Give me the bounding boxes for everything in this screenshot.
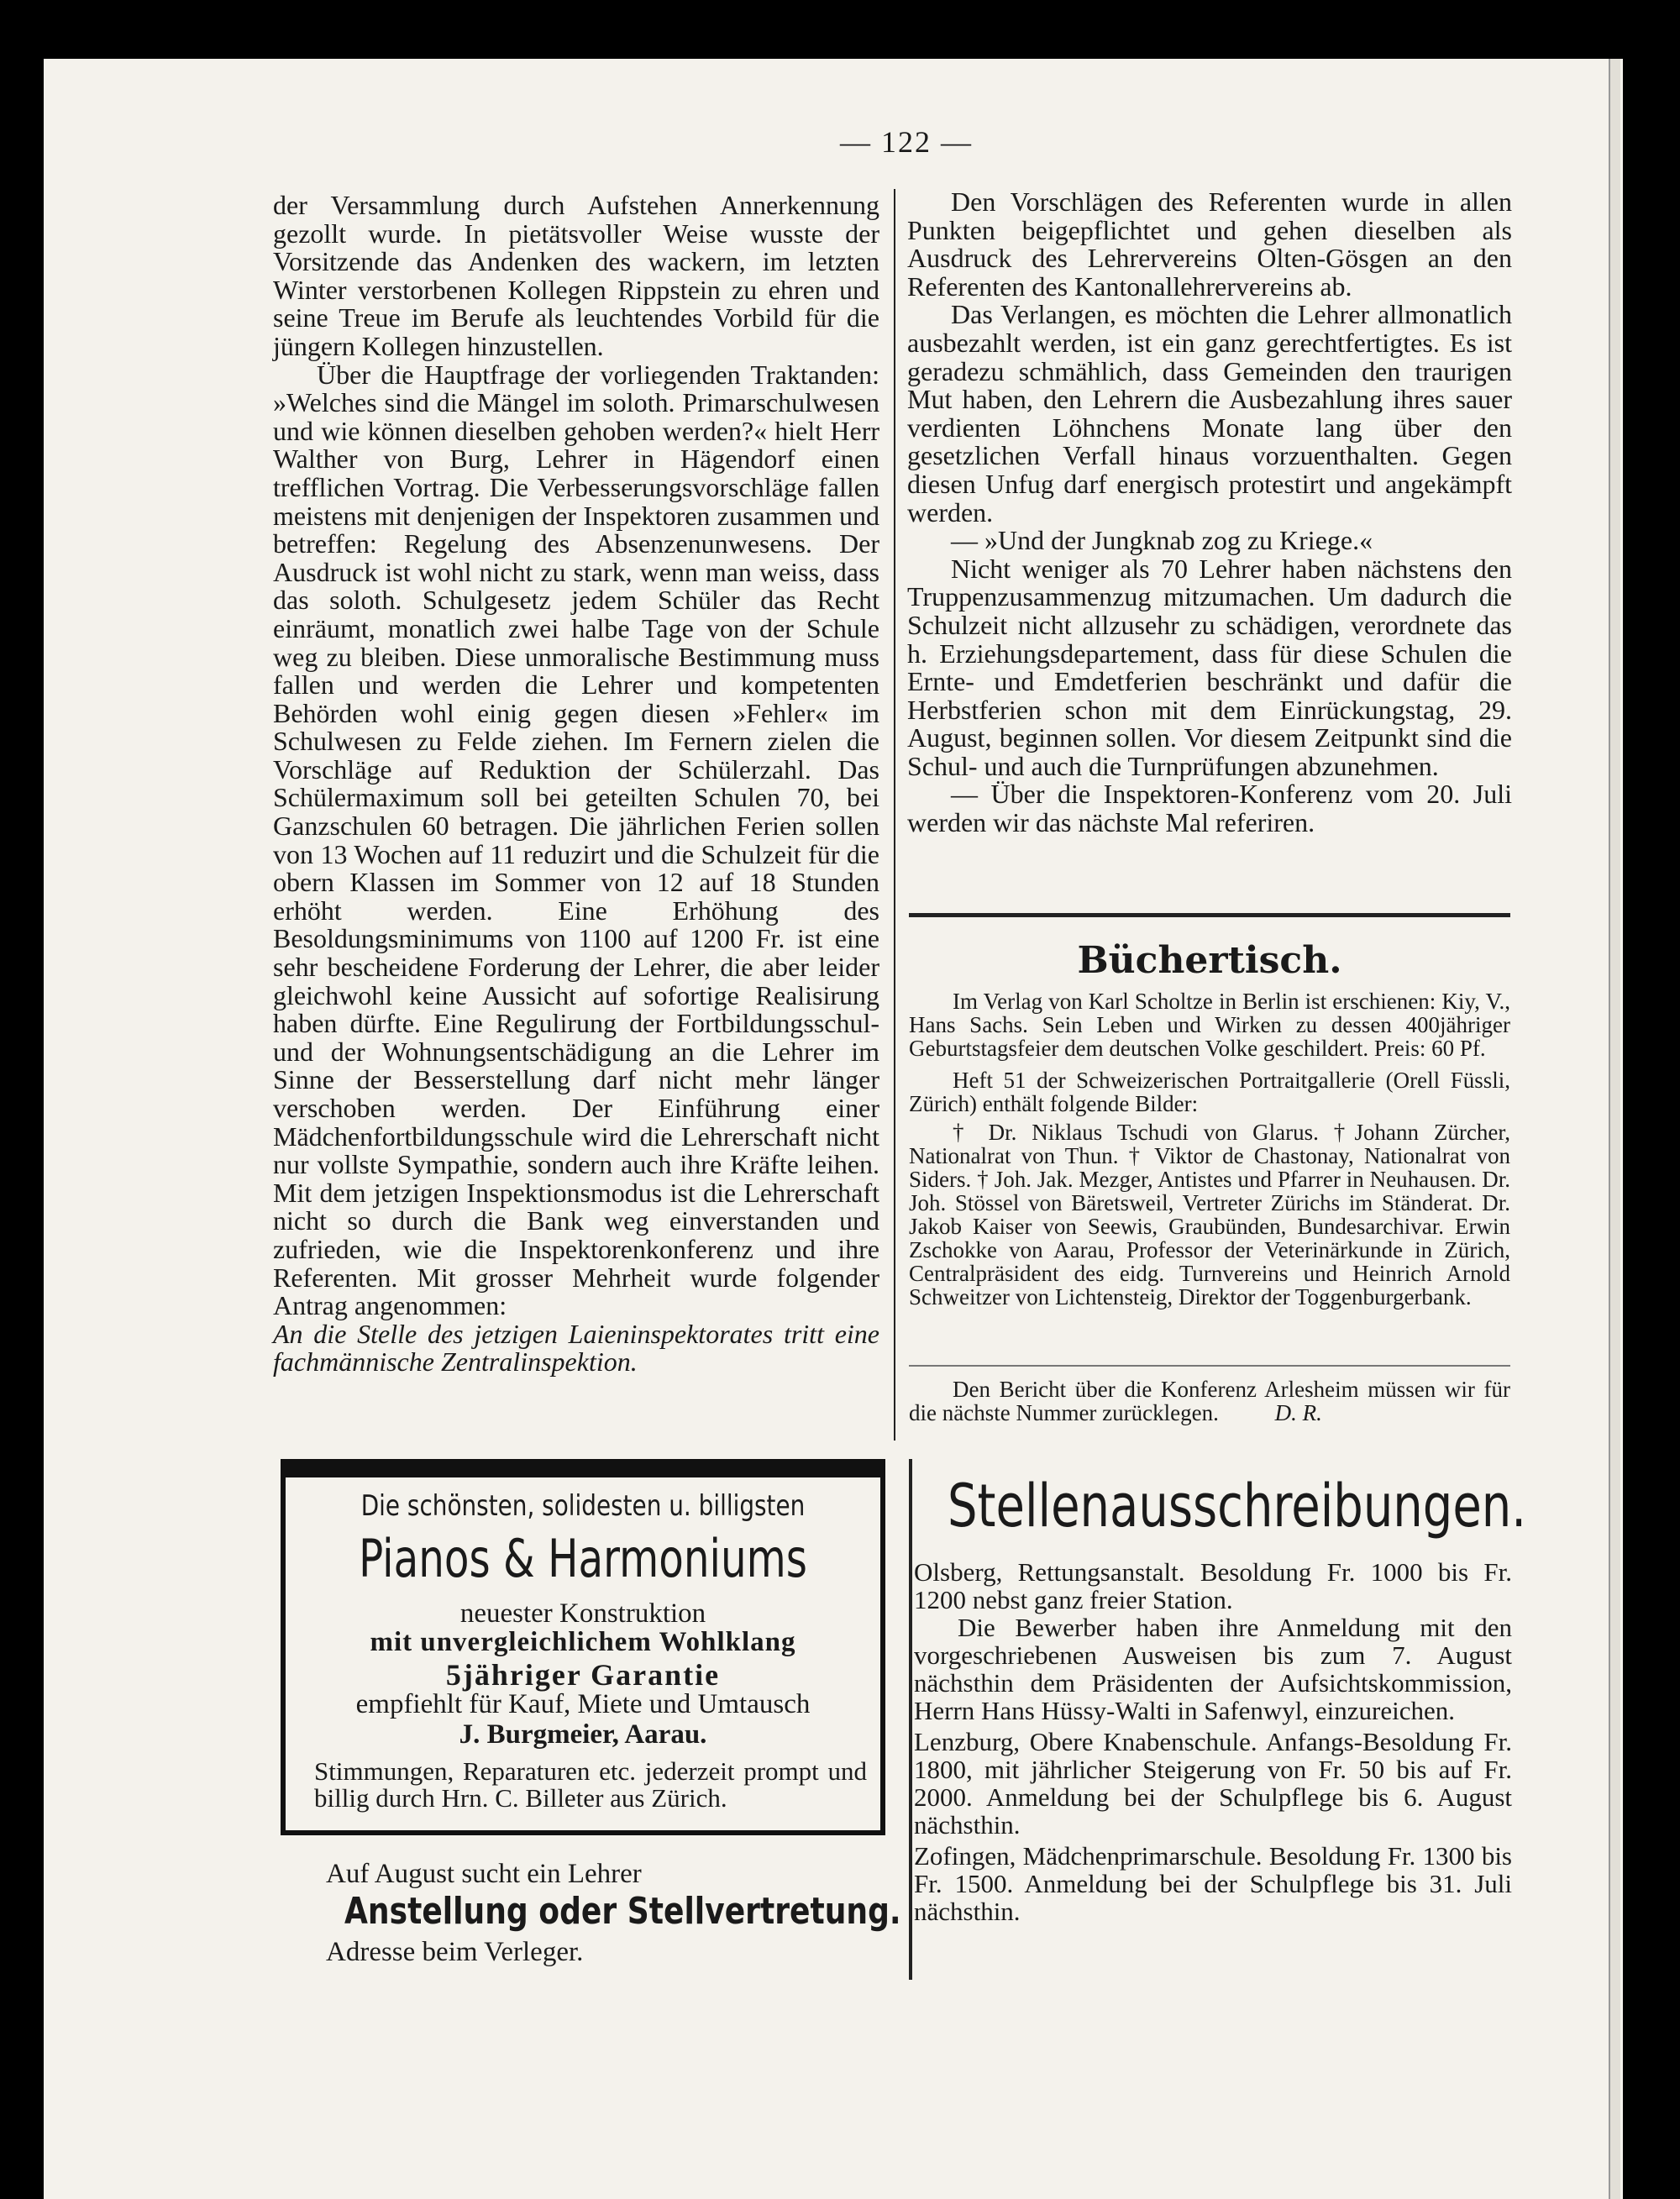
piano-advertisement — [281, 1459, 885, 1835]
ad-line-6: empfiehlt für Kauf, Miete und Umtausch — [355, 1689, 811, 1719]
buechertisch-heading: Büchertisch. — [1077, 939, 1342, 982]
ad-headline: Pianos & Harmoniums — [359, 1528, 807, 1589]
column-divider — [894, 189, 895, 1441]
stellen-heading: Stellenausschreibungen. — [948, 1472, 1527, 1540]
left-paragraph-2: Über die Hauptfrage der vorliegenden Traktanden: »Welches sind die Mängel im soloth. Primarschulwesen und wie können dieselben gehoben werden?« hielt Herr Walther von Burg, Lehrer in Hägendorf einen trefflichen Vortrag. Die Verbesserungsvorschläge fallen meistens mit denjenigen der Inspektoren zusammen und betreffen: Regelung des Absenzenunwesens. Der Ausdruck ist wohl nicht zu stark, wenn man weiss, dass das soloth. Schulgesetz jedem Schüler das Recht einräumt, monatlich zwei halbe Tage von der Schule weg zu bleiben. Diese unmoralische Bestimmung muss fallen und werden die Lehrer und kompetenten Behörden wohl einig gegen diesen »Fehler« im Schulwesen zu Felde ziehen. Im Fernern zielen die Vorschläge auf Reduktion der Schülerzahl. Das Schülermaximum soll bei geteilten Schulen 70, bei Ganzschulen 60 betragen. Die jährlichen Ferien sollen von 13 Wochen auf 11 reduzirt und die Schulzeit für die obern Klassen im Sommer von 12 auf 18 Stunden erhöht werden. Eine Erhöhung des Besoldungsminimums von 1100 auf 1200 Fr. ist eine sehr bescheidene Forderung der Lehrer, die aber leider gleichwohl keine Aussicht auf sofortige Realisirung haben dürfte. Eine Regulirung der Fortbildungsschul- und der Wohnungsentschädigung an die Lehrer im Sinne der Besserstellung darf nicht mehr länger verschoben werden. Der Einführung einer Mädchenfortbildungsschule wird die Lehrerschaft nicht nur vollste Sympathie, sondern auch ihre Kräfte leihen. Mit dem jetzigen Inspektionsmodus ist die Lehrerschaft nicht so durch die Bank weg einverstanden und zufrieden, wie die Inspektorenkonferenz und ihre Referenten. Mit grosser Mehrheit wurde folgender Antrag angenommen: — [273, 359, 879, 1321]
right-paragraph-1: Den Vorschlägen des Referenten wurde in allen Punkten beigepflichtet und gehen dieselben als Ausdruck des Lehrervereins Olten-Gösgen an den Referenten des Kantonallehrervereins ab. — [907, 186, 1512, 302]
stellen-olsberg: Olsberg, Rettungsanstalt. Besoldung Fr. 1000 bis Fr. 1200 nebst ganz freier Station. — [914, 1557, 1512, 1614]
editorial-signature: D. R. — [1274, 1400, 1322, 1425]
next-page-edge — [1609, 59, 1620, 2199]
buechertisch-entry-2: Heft 51 der Schweizerischen Portraitgallerie (Orell Füssli, Zürich) enthält folgende Bilder: — [909, 1068, 1510, 1116]
stellen-body — [914, 1558, 1512, 1925]
buechertisch-entry-1: Im Verlag von Karl Scholtze in Berlin ist erschienen: Kiy, V., Hans Sachs. Sein Leben und Wirken zu dessen 400jähriger Geburtstagsfeier dem deutschen Volke geschildert. Preis: 60 Pf. — [909, 989, 1510, 1061]
stellen-lenzburg: Lenzburg, Obere Knabenschule. Anfangs-Besoldung Fr. 1800, mit jährlicher Steigerung von Fr. 50 bis auf Fr. 2000. Anmeldung bei der Schulpflege bis 6. August nächsthin. — [914, 1727, 1512, 1839]
ad-line-5: 5jähriger Garantie — [445, 1658, 721, 1692]
stellen-divider — [909, 1459, 912, 1980]
ad-line-4: mit unvergleichlichem Wohlklang — [370, 1627, 796, 1657]
right-paragraph-2: Das Verlangen, es möchten die Lehrer allmonatlich ausbezahlt werden, ist ein ganz gerechtfertigtes. Es ist geradezu schmählich, dass Gemeinden den traurigen Mut haben, den Lehrern die Ausbezahlung ihres sauer verdienten Löhnchens Monate lang über den gesetzlichen Verfall hinaus vorzuenthalten. Gegen diesen Unfug darf energisch protestirt und angekämpft werden. — [907, 299, 1512, 527]
editorial-note-text: Den Bericht über die Konferenz Arlesheim müssen wir für die nächste Nummer zurücklegen. — [909, 1377, 1510, 1425]
anstellung-line-1: Auf August sucht ein Lehrer — [326, 1859, 642, 1889]
ad-line-1: Die schönsten, solidesten u. billigsten — [360, 1489, 806, 1523]
right-paragraph-3: — »Und der Jungknab zog zu Kriege.« — [951, 525, 1373, 556]
ad-top-bar — [286, 1464, 880, 1477]
left-resolution: An die Stelle des jetzigen Laieninspektorates tritt eine fachmännische Zentralinspektion. — [273, 1318, 879, 1378]
stellen-zofingen: Zofingen, Mädchenprimarschule. Besoldung Fr. 1300 bis Fr. 1500. Anmeldung bei der Schulpflege bis 31. Juli nächsthin. — [914, 1841, 1512, 1926]
ad-line-7: J. Burgmeier, Aarau. — [459, 1719, 707, 1750]
note-rule — [909, 1365, 1510, 1367]
buechertisch-body — [909, 989, 1510, 1309]
stellen-olsberg-details: Die Bewerber haben ihre Anmeldung mit den vorgeschriebenen Ausweisen bis zum 7. August nächsthin dem Präsidenten der Aufsichtskommission, Herrn Hans Hüssy-Walti in Safenwyl, einzureichen. — [914, 1613, 1512, 1725]
anstellung-headline: Anstellung oder Stellvertretung. — [344, 1890, 901, 1933]
right-paragraph-5: — Über die Inspektoren-Konferenz vom 20. Juli werden wir das nächste Mal referiren. — [907, 779, 1512, 838]
section-rule — [909, 913, 1510, 917]
anstellung-line-3: Adresse beim Verleger. — [326, 1937, 584, 1967]
left-column — [273, 192, 879, 1377]
left-paragraph-1: der Versammlung durch Aufstehen Annerkennung gezollt wurde. In pietätsvoller Weise wusste der Vorsitzende das Andenken des wackern, im letzten Winter verstorbenen Kollegen Rippstein zu ehren und seine Treue im Berufe als leuchtendes Vorbild für die jüngern Kollegen hinzustellen. — [273, 190, 879, 361]
right-paragraph-4: Nicht weniger als 70 Lehrer haben nächstens den Truppenzusammenzug mitzumachen. Um dadurch die Schulzeit nicht allzusehr zu schädigen, verordnete das h. Erziehungsdepartement, dass für diese Schulen die Ernte- und Emdetferien beschränkt und dafür die Herbstferien schon mit dem Einrückungstag, 29. August, beginnen sollen. Vor diesem Zeitpunkt sind die Schul- und auch die Turnprüfungen abzunehmen. — [907, 553, 1512, 781]
ad-line-3: neuester Konstruktion — [459, 1598, 706, 1629]
right-column — [907, 188, 1512, 837]
buechertisch-entry-3: † Dr. Niklaus Tschudi von Glarus. †Johann Zürcher, Nationalrat von Thun. † Viktor de Chastonay, Nationalrat von Siders. † Joh. Jak. Mezger, Antistes und Pfarrer in Neuhausen. Dr. Joh. Stössel von Bäretsweil, Vertreter Zürichs im Ständerat. Dr. Jakob Kaiser von Seewis, Graubünden, Bundesarchivar. Erwin Zschokke von Aarau, Professor der Veterinärkunde in Zürich, Centralpräsident des eidg. Turnvereins und Heinrich Arnold Schweitzer von Lichtensteig, Direktor der Toggenburgerbank. — [909, 1120, 1510, 1309]
page-number: — 122 — — [840, 125, 973, 159]
editorial-note — [909, 1378, 1510, 1425]
ad-line-8: Stimmungen, Reparaturen etc. jederzeit prompt und billig durch Hrn. C. Billeter aus Zürich. — [314, 1756, 867, 1813]
